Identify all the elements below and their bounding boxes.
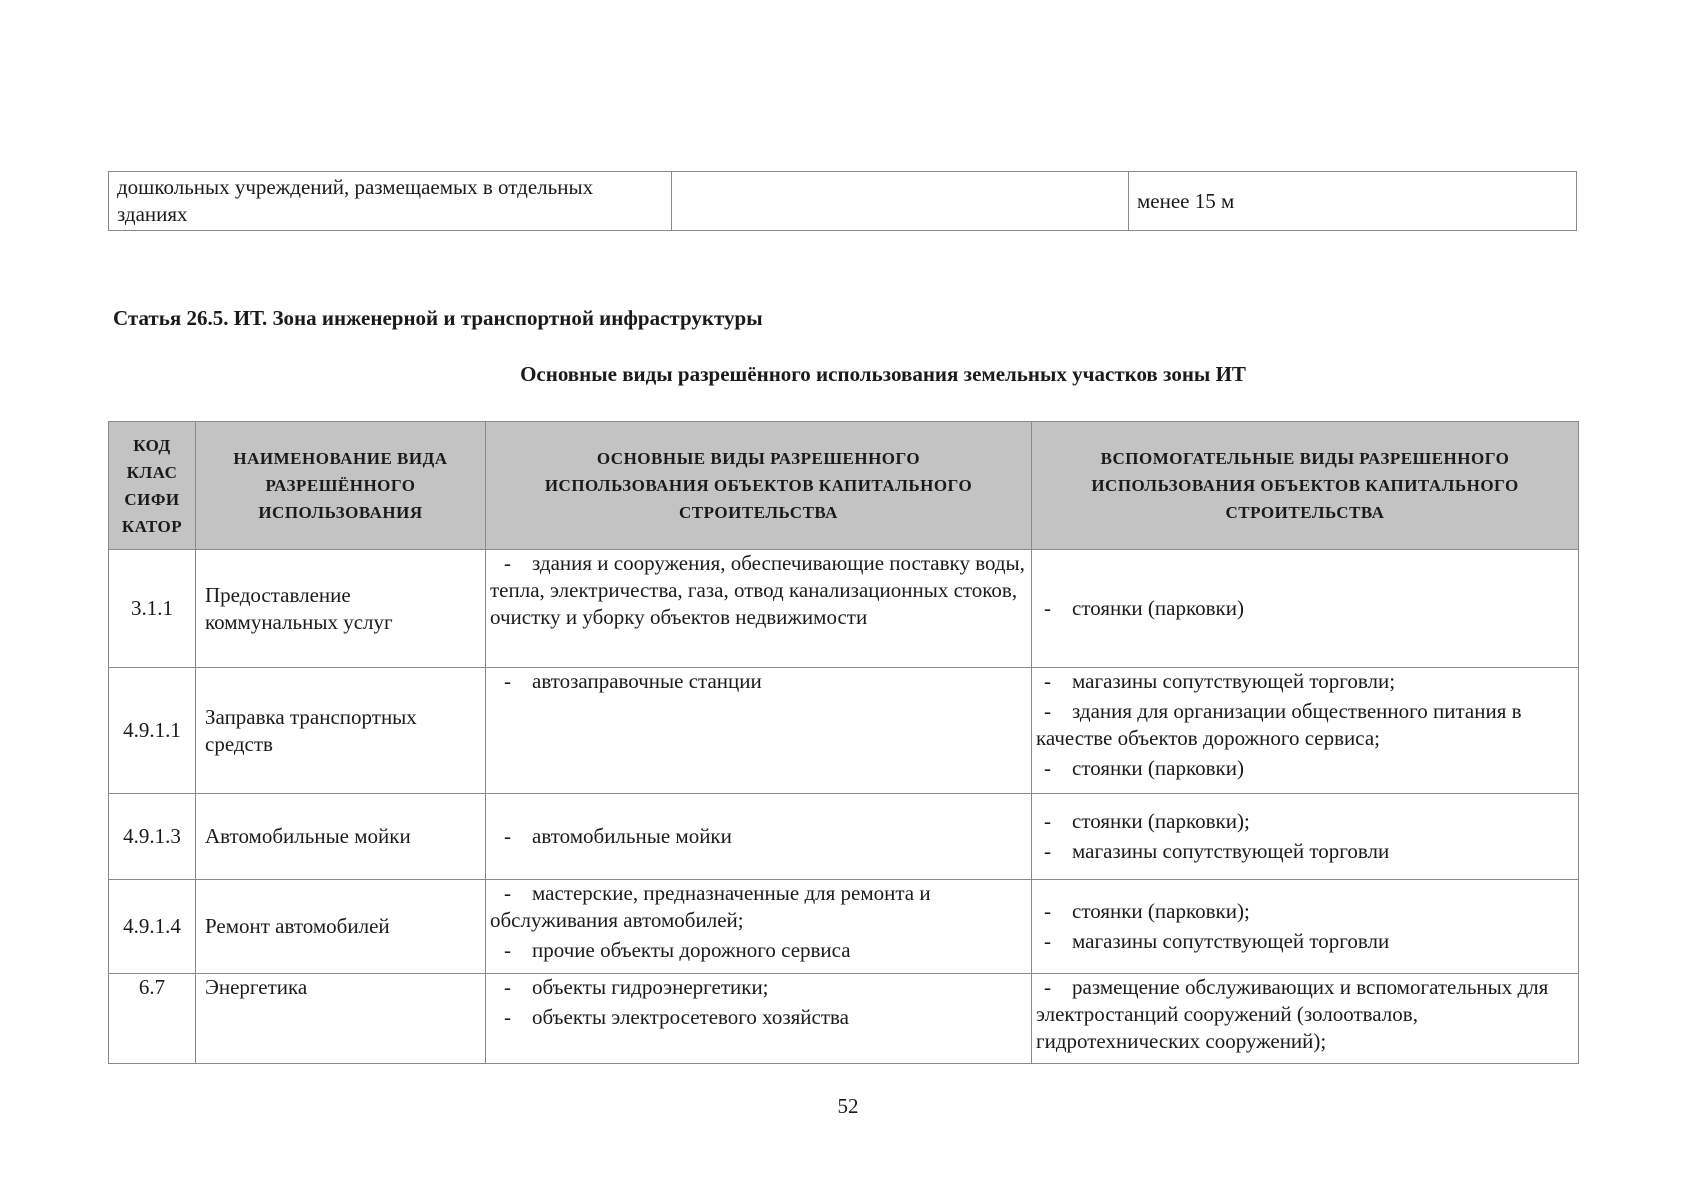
table-cell: дошкольных учреждений, размещаемых в отдельных зданиях	[109, 172, 672, 231]
list-item-text: объекты электросетевого хозяйства	[532, 1005, 849, 1029]
list-item-text: размещение обслуживающих и вспомогательных для электростанций сооружений (золоотвалов, гидротехнических сооружений);	[1036, 975, 1549, 1053]
main-uses-cell	[486, 550, 1032, 668]
page-number: 52	[837, 1094, 859, 1118]
list-item-text: прочие объекты дорожного сервиса	[532, 938, 851, 962]
use-name-cell: Автомобильные мойки	[196, 794, 486, 880]
use-name-cell: Энергетика	[196, 974, 486, 1064]
list-bullet-dash: -	[1044, 669, 1051, 693]
list-item	[490, 550, 1027, 631]
code-cell	[109, 668, 196, 794]
list-item-text: автомобильные мойки	[532, 824, 732, 848]
list-bullet-dash: -	[504, 975, 511, 999]
list-bullet-dash: -	[504, 669, 511, 693]
article-title: Статья 26.5. ИТ. Зона инженерной и транспортной инфраструктуры	[113, 306, 763, 330]
classifier-code: 6.7	[138, 975, 166, 999]
main-uses-cell	[486, 794, 1032, 880]
land-use-table	[108, 421, 1579, 1064]
table-subtitle: Основные виды разрешённого использования земельных участков зоны ИТ	[520, 362, 1246, 386]
table-row	[109, 974, 1579, 1064]
list-item	[490, 823, 1027, 850]
use-name-cell: Заправка транспортных средств	[196, 668, 486, 794]
list-item	[1036, 595, 1574, 622]
header-code: КОД КЛАС СИФИ КАТОР	[109, 422, 196, 550]
list-item	[490, 668, 1027, 695]
table-row	[109, 172, 1577, 231]
list-item	[490, 1004, 1027, 1031]
header-aux-uses: ВСПОМОГАТЕЛЬНЫЕ ВИДЫ РАЗРЕШЕННОГО ИСПОЛЬЗОВАНИЯ ОБЪЕКТОВ КАПИТАЛЬНОГО СТРОИТЕЛЬСТВА	[1032, 422, 1579, 550]
list-item-text: здания для организации общественного питания в качестве объектов дорожного сервиса;	[1036, 699, 1522, 750]
table-row	[109, 550, 1579, 668]
list-item-text: мастерские, предназначенные для ремонта и обслуживания автомобилей;	[490, 881, 931, 932]
list-bullet-dash: -	[504, 938, 511, 962]
code-cell	[109, 794, 196, 880]
classifier-code: 3.1.1	[131, 596, 173, 620]
list-item-text: магазины сопутствующей торговли;	[1072, 669, 1396, 693]
classifier-code: 4.9.1.4	[123, 914, 181, 938]
list-item	[1036, 698, 1574, 752]
list-bullet-dash: -	[504, 824, 511, 848]
list-bullet-dash: -	[1044, 839, 1051, 863]
list-bullet-dash: -	[1044, 899, 1051, 923]
list-item	[490, 880, 1027, 934]
table-header-row	[109, 422, 1579, 550]
list-item	[1036, 974, 1574, 1055]
main-uses-cell	[486, 668, 1032, 794]
list-bullet-dash: -	[1044, 975, 1051, 999]
list-bullet-dash: -	[1044, 756, 1051, 780]
classifier-code: 4.9.1.3	[123, 824, 181, 848]
list-item	[490, 974, 1027, 1001]
list-bullet-dash: -	[1044, 809, 1051, 833]
list-item	[490, 937, 1027, 964]
list-bullet-dash: -	[504, 551, 511, 575]
aux-uses-cell	[1032, 794, 1579, 880]
table-cell	[672, 172, 1129, 231]
list-item	[1036, 838, 1574, 865]
list-item-text: стоянки (парковки);	[1072, 899, 1250, 923]
use-name-cell: Ремонт автомобилей	[196, 880, 486, 974]
list-item-text: стоянки (парковки)	[1072, 756, 1244, 780]
code-cell	[109, 880, 196, 974]
table-row	[109, 880, 1579, 974]
list-bullet-dash: -	[1044, 929, 1051, 953]
list-item-text: магазины сопутствующей торговли	[1072, 839, 1390, 863]
code-cell	[109, 974, 196, 1064]
table-row	[109, 668, 1579, 794]
aux-uses-cell	[1032, 668, 1579, 794]
header-name: НАИМЕНОВАНИЕ ВИДА РАЗРЕШЁННОГО ИСПОЛЬЗОВАНИЯ	[196, 422, 486, 550]
main-uses-cell	[486, 974, 1032, 1064]
list-item-text: стоянки (парковки)	[1072, 596, 1244, 620]
list-item-text: стоянки (парковки);	[1072, 809, 1250, 833]
list-item	[1036, 898, 1574, 925]
list-bullet-dash: -	[504, 1005, 511, 1029]
aux-uses-cell	[1032, 974, 1579, 1064]
code-cell	[109, 550, 196, 668]
list-bullet-dash: -	[1044, 596, 1051, 620]
header-main-uses: ОСНОВНЫЕ ВИДЫ РАЗРЕШЕННОГО ИСПОЛЬЗОВАНИЯ ОБЪЕКТОВ КАПИТАЛЬНОГО СТРОИТЕЛЬСТВА	[486, 422, 1032, 550]
aux-uses-cell	[1032, 550, 1579, 668]
aux-uses-cell	[1032, 880, 1579, 974]
classifier-code: 4.9.1.1	[123, 718, 181, 742]
list-item	[1036, 928, 1574, 955]
list-item	[1036, 668, 1574, 695]
continuation-table	[108, 171, 1577, 231]
table-body	[109, 550, 1579, 1064]
list-bullet-dash: -	[504, 881, 511, 905]
list-item-text: автозаправочные станции	[532, 669, 762, 693]
list-item	[1036, 755, 1574, 782]
list-item-text: здания и сооружения, обеспечивающие поставку воды, тепла, электричества, газа, отвод канализационных стоков, очистку и уборку объектов недвижимости	[490, 551, 1025, 629]
table-row	[109, 794, 1579, 880]
table-cell: менее 15 м	[1129, 172, 1577, 231]
list-item-text: магазины сопутствующей торговли	[1072, 929, 1390, 953]
list-bullet-dash: -	[1044, 699, 1051, 723]
use-name-cell: Предоставление коммунальных услуг	[196, 550, 486, 668]
list-item	[1036, 808, 1574, 835]
main-uses-cell	[486, 880, 1032, 974]
list-item-text: объекты гидроэнергетики;	[532, 975, 769, 999]
